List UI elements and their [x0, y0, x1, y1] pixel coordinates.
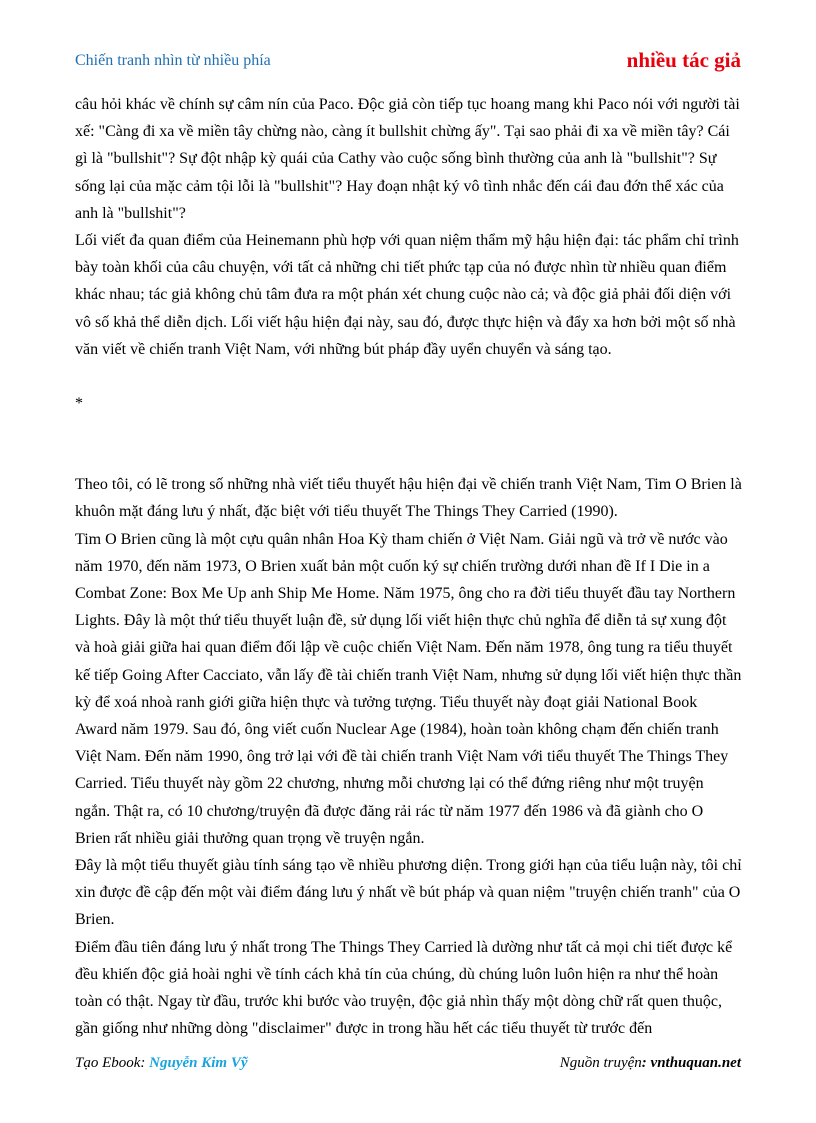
- source-separator: :: [641, 1055, 651, 1071]
- ebook-credit: [75, 1055, 248, 1072]
- section-separator: *: [75, 395, 83, 413]
- ebook-creator: Nguyễn Kim Vỹ: [149, 1055, 248, 1071]
- page-footer: [75, 1055, 741, 1079]
- ebook-label: Tạo Ebook: [75, 1055, 141, 1071]
- page-header: [75, 48, 741, 78]
- paragraph-5: Đây là một tiểu thuyết giàu tính sáng tạo về nhiều phương diện. Trong giới hạn của tiểu luận này, tôi chỉ xin được đề cập đến một vài điểm đáng lưu ý nhất về bút pháp và quan niệm "truyện chiến tranh" của O Brien.: [75, 857, 742, 929]
- source-credit: [560, 1055, 741, 1072]
- book-author: nhiều tác giả: [626, 48, 741, 72]
- paragraph-4: Tim O Brien cũng là một cựu quân nhân Hoa Kỳ tham chiến ở Việt Nam. Giải ngũ và trở về nước vào năm 1970, đến năm 1973, O Brien xuất bản một cuốn ký sự chiến trường dưới nhan đề If I Die in a Combat Zone: Box Me Up anh Ship Me Home. Năm 1975, ông cho ra đời tiểu thuyết đầu tay Northern Lights. Đây là một thứ tiểu thuyết luận đề, sử dụng lối viết hiện thực chủ nghĩa để diễn tả sự xung đột và hoà giải giữa hai quan điểm đối lập về cuộc chiến Việt Nam. Đến năm 1978, ông tung ra tiểu thuyết kế tiếp Going After Cacciato, vẫn lấy đề tài chiến tranh Việt Nam, nhưng sử dụng lối viết hiện thực thần kỳ để xoá nhoà ranh giới giữa hiện thực và tưởng tượng. Tiểu thuyết này đoạt giải National Book Award năm 1979. Sau đó, ông viết cuốn Nuclear Age (1984), hoàn toàn không chạm đến chiến tranh Việt Nam. Đến năm 1990, ông trở lại với đề tài chiến tranh Việt Nam với tiểu thuyết The Things They Carried. Tiểu thuyết này gồm 22 chương, nhưng mỗi chương lại có thể đứng riêng như một truyện ngắn. Thật ra, có 10 chương/truyện đã được đăng rải rác từ năm 1977 đến 1986 và đã giành cho O Brien rất nhiều giải thưởng quan trọng về truyện ngắn.: [75, 530, 742, 847]
- paragraph-6: Điểm đầu tiên đáng lưu ý nhất trong The Things They Carried là dường như tất cả mọi chi tiết được kể đều khiến độc giả hoài nghi về tính cách khả tín của chúng, dù chúng luôn luôn hiện ra như thể hoàn toàn có thật. Ngay từ đầu, trước khi bước vào truyện, độc giả nhìn thấy một dòng chữ rất quen thuộc, gần giống như những dòng "disclaimer" được in trong hầu hết các tiểu thuyết từ trước đến: [75, 938, 733, 1038]
- paragraph-1: câu hỏi khác về chính sự câm nín của Paco. Độc giả còn tiếp tục hoang mang khi Paco nói với người tài xế: "Càng đi xa về miền tây chừng nào, càng ít bullshit chừng ấy". Tại sao phải đi xa về miền tây? Cái gì là "bullshit"? Sự đột nhập kỳ quái của Cathy vào cuộc sống bình thường của anh là "bullshit"? Sự sống lại của mặc cảm tội lỗi là "bullshit"? Hay đoạn nhật ký vô tình nhắc đến cái đau đớn thể xác của anh là "bullshit"?: [75, 96, 740, 222]
- spacer: [75, 363, 742, 390]
- ebook-separator: :: [140, 1055, 150, 1071]
- page-body: [75, 91, 742, 1043]
- book-title: Chiến tranh nhìn từ nhiều phía: [75, 52, 271, 69]
- paragraph-2: Lối viết đa quan điểm của Heinemann phù hợp với quan niệm thẩm mỹ hậu hiện đại: tác phẩm chỉ trình bày toàn khối của câu chuyện, với tất cả những chi tiết phức tạp của nó được nhìn từ nhiều quan điểm khác nhau; tác giả không chủ tâm đưa ra một phán xét chung cuộc nào cả; và độc giả phải đối diện với vô số khả thể diễn dịch. Lối viết hậu hiện đại này, sau đó, được thực hiện và đẩy xa hơn bởi một số nhà văn viết về chiến tranh Việt Nam, với những bút pháp đầy uyển chuyển và sáng tạo.: [75, 232, 739, 358]
- source-link[interactable]: vnthuquan.net: [650, 1055, 741, 1071]
- spacer: [75, 417, 742, 471]
- source-label: Nguồn truyện: [559, 1055, 642, 1071]
- paragraph-3: Theo tôi, có lẽ trong số những nhà viết tiểu thuyết hậu hiện đại về chiến tranh Việt Nam, Tim O Brien là khuôn mặt đáng lưu ý nhất, đặc biệt với tiểu thuyết The Things They Carried (1990).: [75, 476, 742, 521]
